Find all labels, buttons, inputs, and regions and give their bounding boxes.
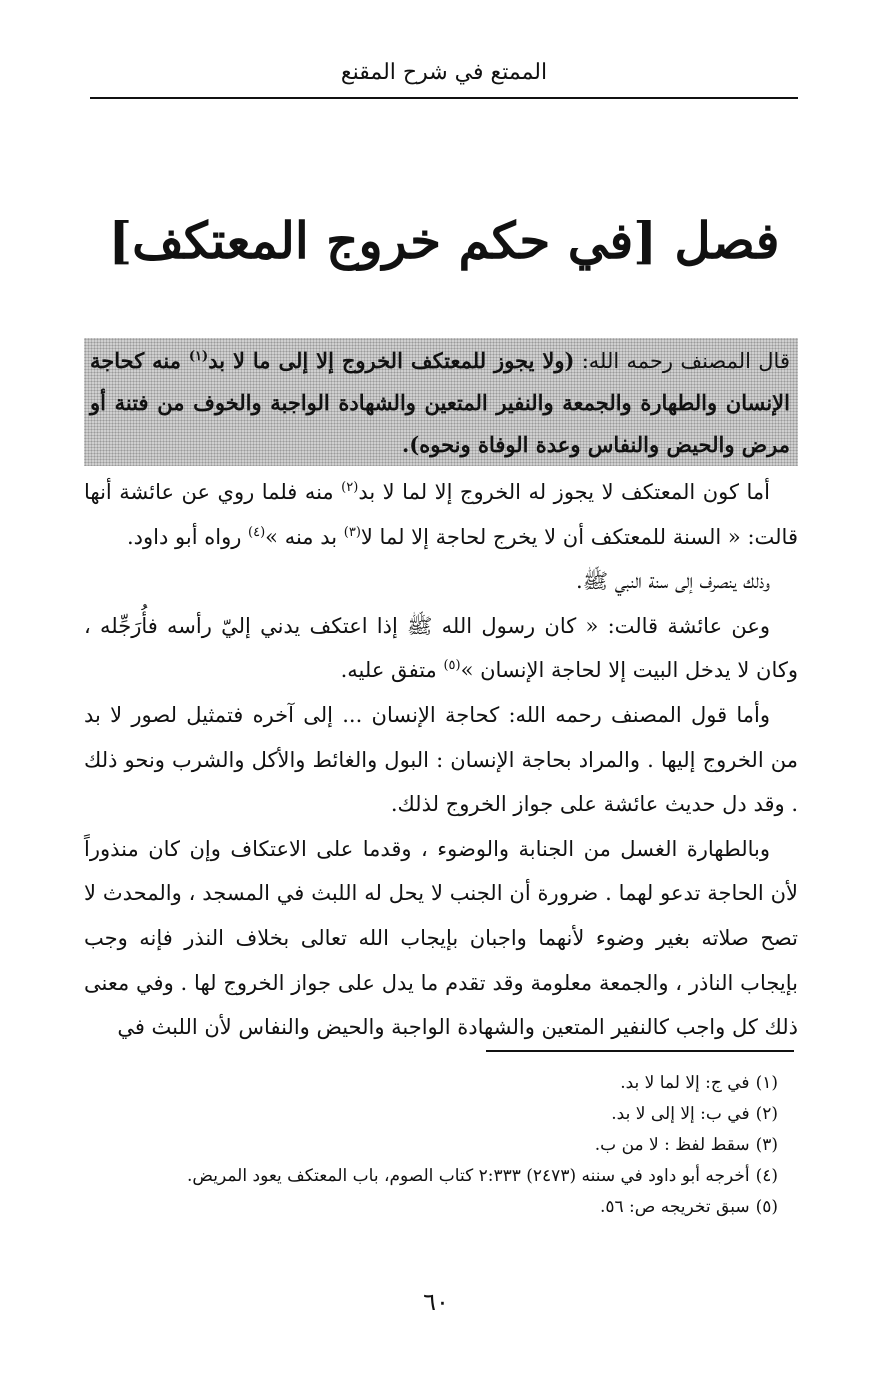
footnote-ref: (٣) bbox=[343, 524, 361, 540]
footnote-number: (٢) bbox=[755, 1104, 778, 1124]
footnote-ref: (٢) bbox=[341, 480, 359, 495]
matn-text: (ولا يجوز للمعتكف الخروج إلا إلى ما لا بد bbox=[208, 348, 575, 373]
paragraph-text: أما كون المعتكف لا يجوز له الخروج إلا لما لا بد bbox=[358, 480, 770, 504]
footnote-number: (٣) bbox=[755, 1135, 778, 1155]
footnote-number: (١) bbox=[755, 1073, 778, 1093]
header-rule bbox=[90, 97, 798, 99]
footnote-text: سقط لفظ : لا من ب. bbox=[594, 1135, 750, 1155]
footnote-text: في ب: إلا إلى لا بد. bbox=[611, 1104, 750, 1124]
paragraph: وذلك ينصرف إلى سنة النبي ﷺ. bbox=[576, 569, 770, 594]
footnote bbox=[84, 1130, 778, 1161]
body-text bbox=[84, 470, 798, 1050]
page-number: ٦٠ bbox=[423, 1288, 449, 1316]
matn-quote-box bbox=[84, 338, 798, 466]
footnote-rule bbox=[486, 1050, 794, 1052]
paragraph-text: بد منه » bbox=[265, 524, 344, 549]
footnote bbox=[84, 1068, 778, 1099]
matn-lead: قال المصنف رحمه الله: bbox=[574, 349, 790, 373]
footnote bbox=[84, 1192, 778, 1223]
paragraph-text: وعن عائشة قالت: « كان رسول الله ﷺ إذا اعتكف يدني إليّ رأسه فأُرَجِّله ، وكان لا يدخل البيت إلا لحاجة الإنسان » bbox=[84, 613, 798, 683]
paragraph bbox=[84, 470, 798, 559]
paragraph: وبالطهارة الغسل من الجنابة والوضوء ، وقدما على الاعتكاف وإن كان منذوراً لأن الحاجة تدعو لهما . ضرورة أن الجنب لا يحل له اللبث في المسجد ، والمحدث لا تصح صلاته بغير وضوء لأنهما واجبان بإيجاب الله تعالى بخلاف النذر فإنه وجب بإيجاب الناذر ، والجمعة معلومة وقد تقدم ما يدل على جواز الخروج لها . وفي معنى ذلك كل واجب كالنفير المتعين والشهادة الواجبة والحيض والنفاس لأن اللبث في bbox=[84, 836, 798, 1040]
footnote-text: في ج: إلا لما لا بد. bbox=[620, 1073, 750, 1093]
running-header: الممتع في شرح المقنع bbox=[340, 60, 548, 85]
paragraph-text: منه فلما روي عن عائشة أنها قالت: « السنة للمعتكف أن لا يخرج لحاجة إلا لما لا bbox=[84, 480, 798, 549]
paragraph bbox=[84, 604, 798, 693]
footnote-text: أخرجه أبو داود في سننه (٢٤٧٣) ٢:٣٣٣ كتاب الصوم، باب المعتكف يعود المريض. bbox=[187, 1166, 750, 1186]
footnote bbox=[84, 1161, 778, 1192]
footnote-text: سبق تخريجه ص: ٥٦. bbox=[599, 1197, 750, 1217]
paragraph-text: رواه أبو داود. bbox=[127, 524, 249, 549]
footnote-ref: (١) bbox=[188, 349, 209, 364]
footnote-number: (٥) bbox=[755, 1197, 778, 1217]
paragraph-text: متفق عليه. bbox=[340, 658, 444, 683]
footnotes bbox=[84, 1068, 798, 1223]
footnote-ref: (٥) bbox=[443, 658, 461, 674]
footnote-ref: (٤) bbox=[248, 524, 266, 540]
footnote-number: (٤) bbox=[755, 1166, 778, 1186]
section-title: فصل [في حكم خروج المعتكف] bbox=[108, 211, 780, 270]
footnote bbox=[84, 1099, 778, 1130]
matn-text-continued: منه كحاجة الإنسان والطهارة والجمعة والنفير المتعين والشهادة الواجبة والخوف من فتنة أو مرض والحيض والنفاس وعدة الوفاة ونحوه). bbox=[90, 348, 790, 457]
paragraph: وأما قول المصنف رحمه الله: كحاجة الإنسان ... إلى آخره فتمثيل لصور لا بد من الخروج إليها . والمراد بحاجة الإنسان : البول والغائط والأكل والشرب ونحو ذلك . وقد دل حديث عائشة على جواز الخروج لذلك. bbox=[84, 702, 798, 817]
